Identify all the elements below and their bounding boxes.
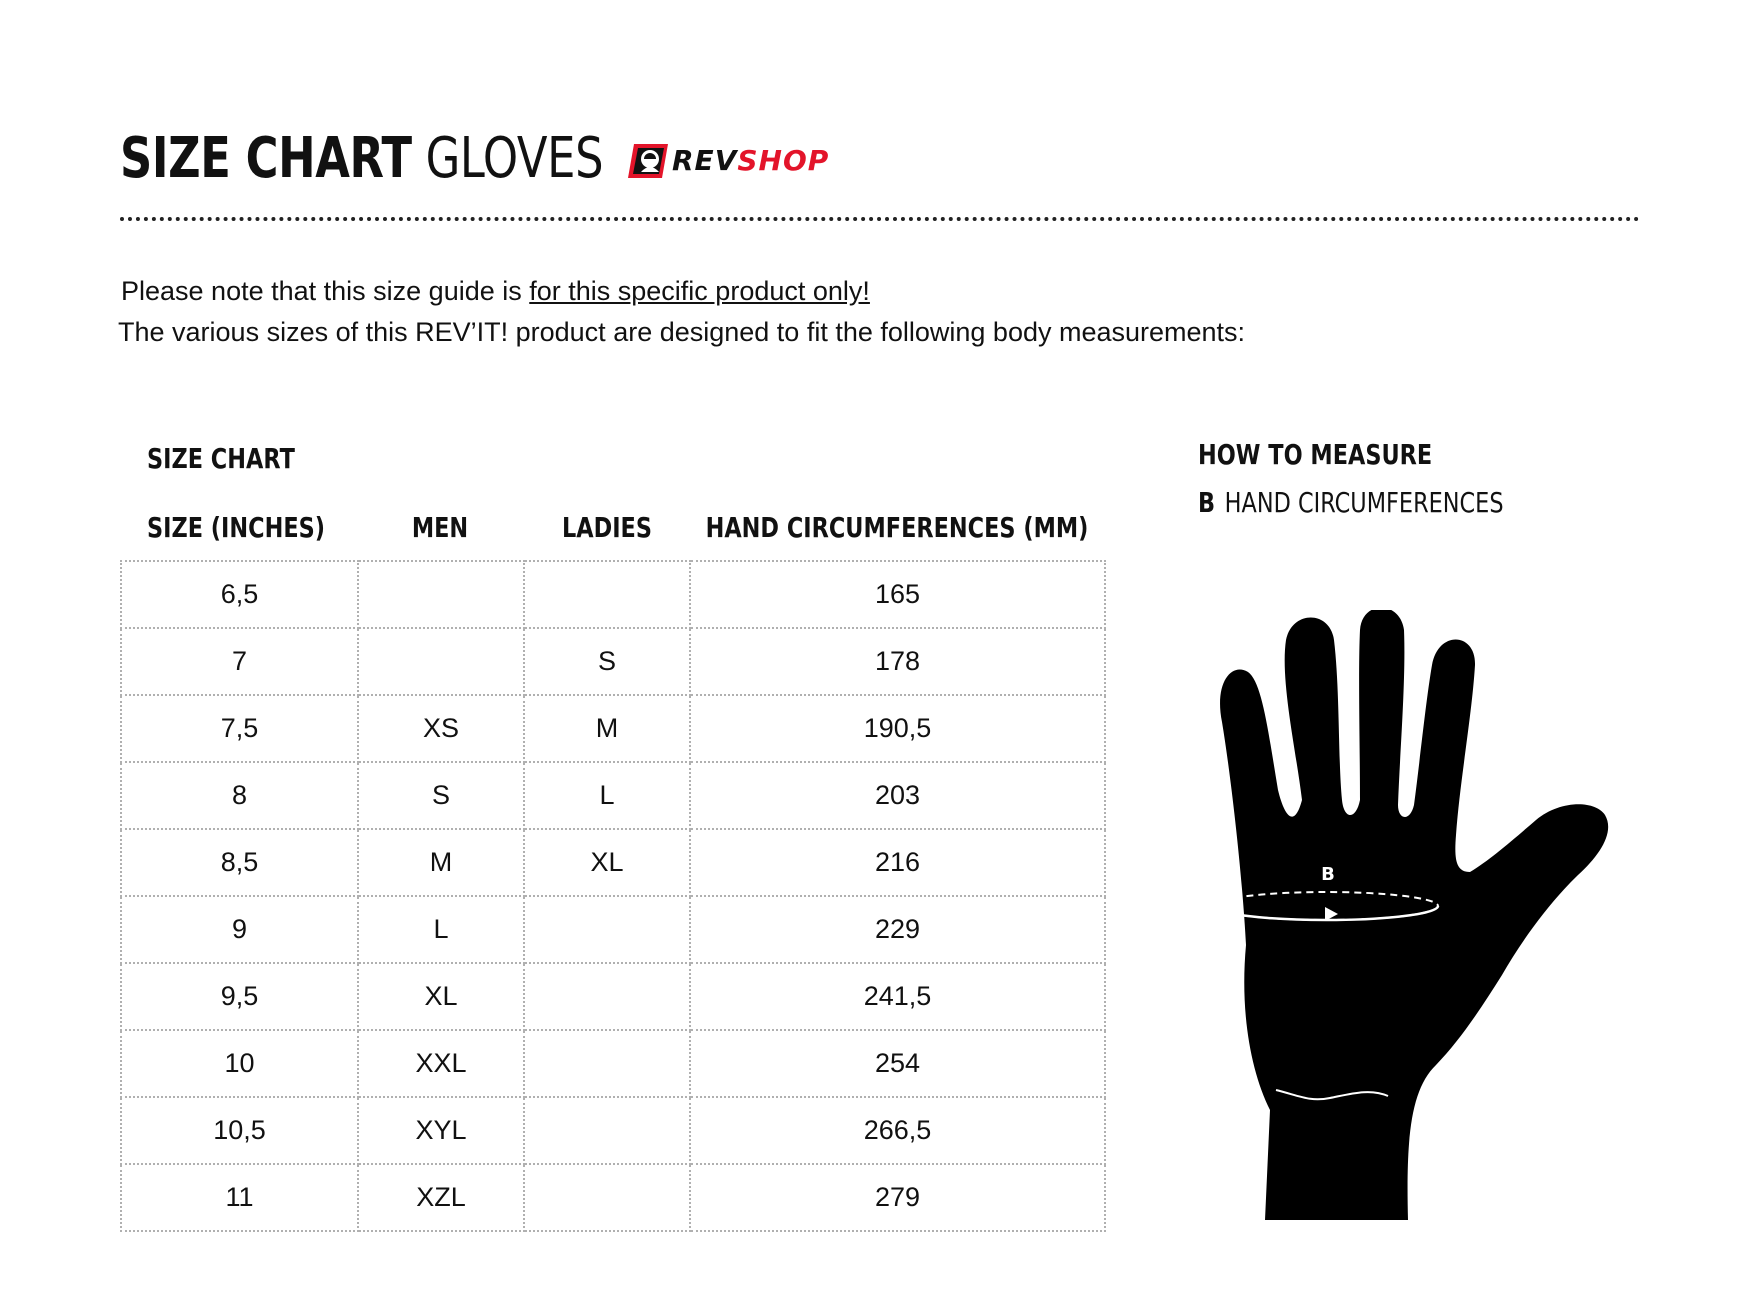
cell-circumference: 241,5 — [690, 963, 1105, 1030]
cell-size: 11 — [121, 1164, 358, 1231]
table-row — [121, 695, 1105, 762]
cell-ladies: S — [524, 628, 690, 695]
note-prefix: Please note that this size guide is — [121, 276, 530, 306]
note-line-1 — [121, 274, 870, 308]
cell-size: 6,5 — [121, 561, 358, 628]
cell-ladies — [524, 1164, 690, 1231]
note-underlined: for this specific product only! — [529, 276, 870, 306]
cell-circumference: 165 — [690, 561, 1105, 628]
logo-wordmark — [672, 142, 829, 180]
cell-circumference: 178 — [690, 628, 1105, 695]
diagram-marker-b: B — [1321, 864, 1335, 885]
size-chart-heading: SIZE CHART — [147, 442, 295, 475]
how-to-measure-heading: HOW TO MEASURE — [1198, 438, 1433, 471]
measure-letter: B — [1198, 486, 1216, 519]
cell-size: 9,5 — [121, 963, 358, 1030]
column-header-size: SIZE (INCHES) — [147, 511, 325, 544]
logo-shop: SHOP — [737, 144, 830, 177]
dotted-divider — [120, 217, 1640, 221]
table-row — [121, 1097, 1105, 1164]
cell-circumference: 216 — [690, 829, 1105, 896]
cell-size: 10,5 — [121, 1097, 358, 1164]
table-row — [121, 963, 1105, 1030]
column-header-circumference: HAND CIRCUMFERENCES (MM) — [705, 511, 1089, 544]
table-row — [121, 561, 1105, 628]
logo-rev: REV — [672, 144, 738, 177]
cell-circumference: 266,5 — [690, 1097, 1105, 1164]
cell-ladies: L — [524, 762, 690, 829]
cell-men: L — [358, 896, 524, 963]
measure-text: HAND CIRCUMFERENCES — [1224, 486, 1504, 519]
cell-size: 9 — [121, 896, 358, 963]
cell-men — [358, 628, 524, 695]
table-row — [121, 1164, 1105, 1231]
cell-men: XL — [358, 963, 524, 1030]
title-bold: SIZE CHART — [120, 126, 412, 191]
cell-ladies — [524, 963, 690, 1030]
cell-size: 8,5 — [121, 829, 358, 896]
cell-circumference: 279 — [690, 1164, 1105, 1231]
cell-ladies: M — [524, 695, 690, 762]
cell-size: 7 — [121, 628, 358, 695]
cell-ladies: XL — [524, 829, 690, 896]
cell-men — [358, 561, 524, 628]
cell-size: 10 — [121, 1030, 358, 1097]
cell-men: M — [358, 829, 524, 896]
cell-ladies — [524, 1030, 690, 1097]
cell-size: 8 — [121, 762, 358, 829]
column-header-men: MEN — [411, 511, 469, 544]
hand-diagram — [1210, 610, 1610, 1220]
column-header-ladies: LADIES — [562, 511, 652, 544]
cell-circumference: 229 — [690, 896, 1105, 963]
cell-ladies — [524, 561, 690, 628]
cell-men: XS — [358, 695, 524, 762]
cell-circumference: 203 — [690, 762, 1105, 829]
revshop-logo — [628, 142, 829, 180]
cell-men: XYL — [358, 1097, 524, 1164]
note-line-2: The various sizes of this REV’IT! product are designed to fit the following body measurements: — [118, 317, 1246, 347]
table-row — [121, 1030, 1105, 1097]
table-row — [121, 628, 1105, 695]
title-light: GLOVES — [425, 126, 604, 191]
table-row — [121, 762, 1105, 829]
cell-men: XZL — [358, 1164, 524, 1231]
page-title — [120, 124, 603, 194]
measure-label — [1198, 486, 1504, 520]
table-row — [121, 896, 1105, 963]
cell-men: XXL — [358, 1030, 524, 1097]
cell-ladies — [524, 896, 690, 963]
helmet-rider-icon — [628, 142, 668, 180]
cell-men: S — [358, 762, 524, 829]
cell-size: 7,5 — [121, 695, 358, 762]
cell-circumference: 254 — [690, 1030, 1105, 1097]
cell-circumference: 190,5 — [690, 695, 1105, 762]
cell-ladies — [524, 1097, 690, 1164]
table-row — [121, 829, 1105, 896]
size-table — [120, 560, 1106, 1232]
